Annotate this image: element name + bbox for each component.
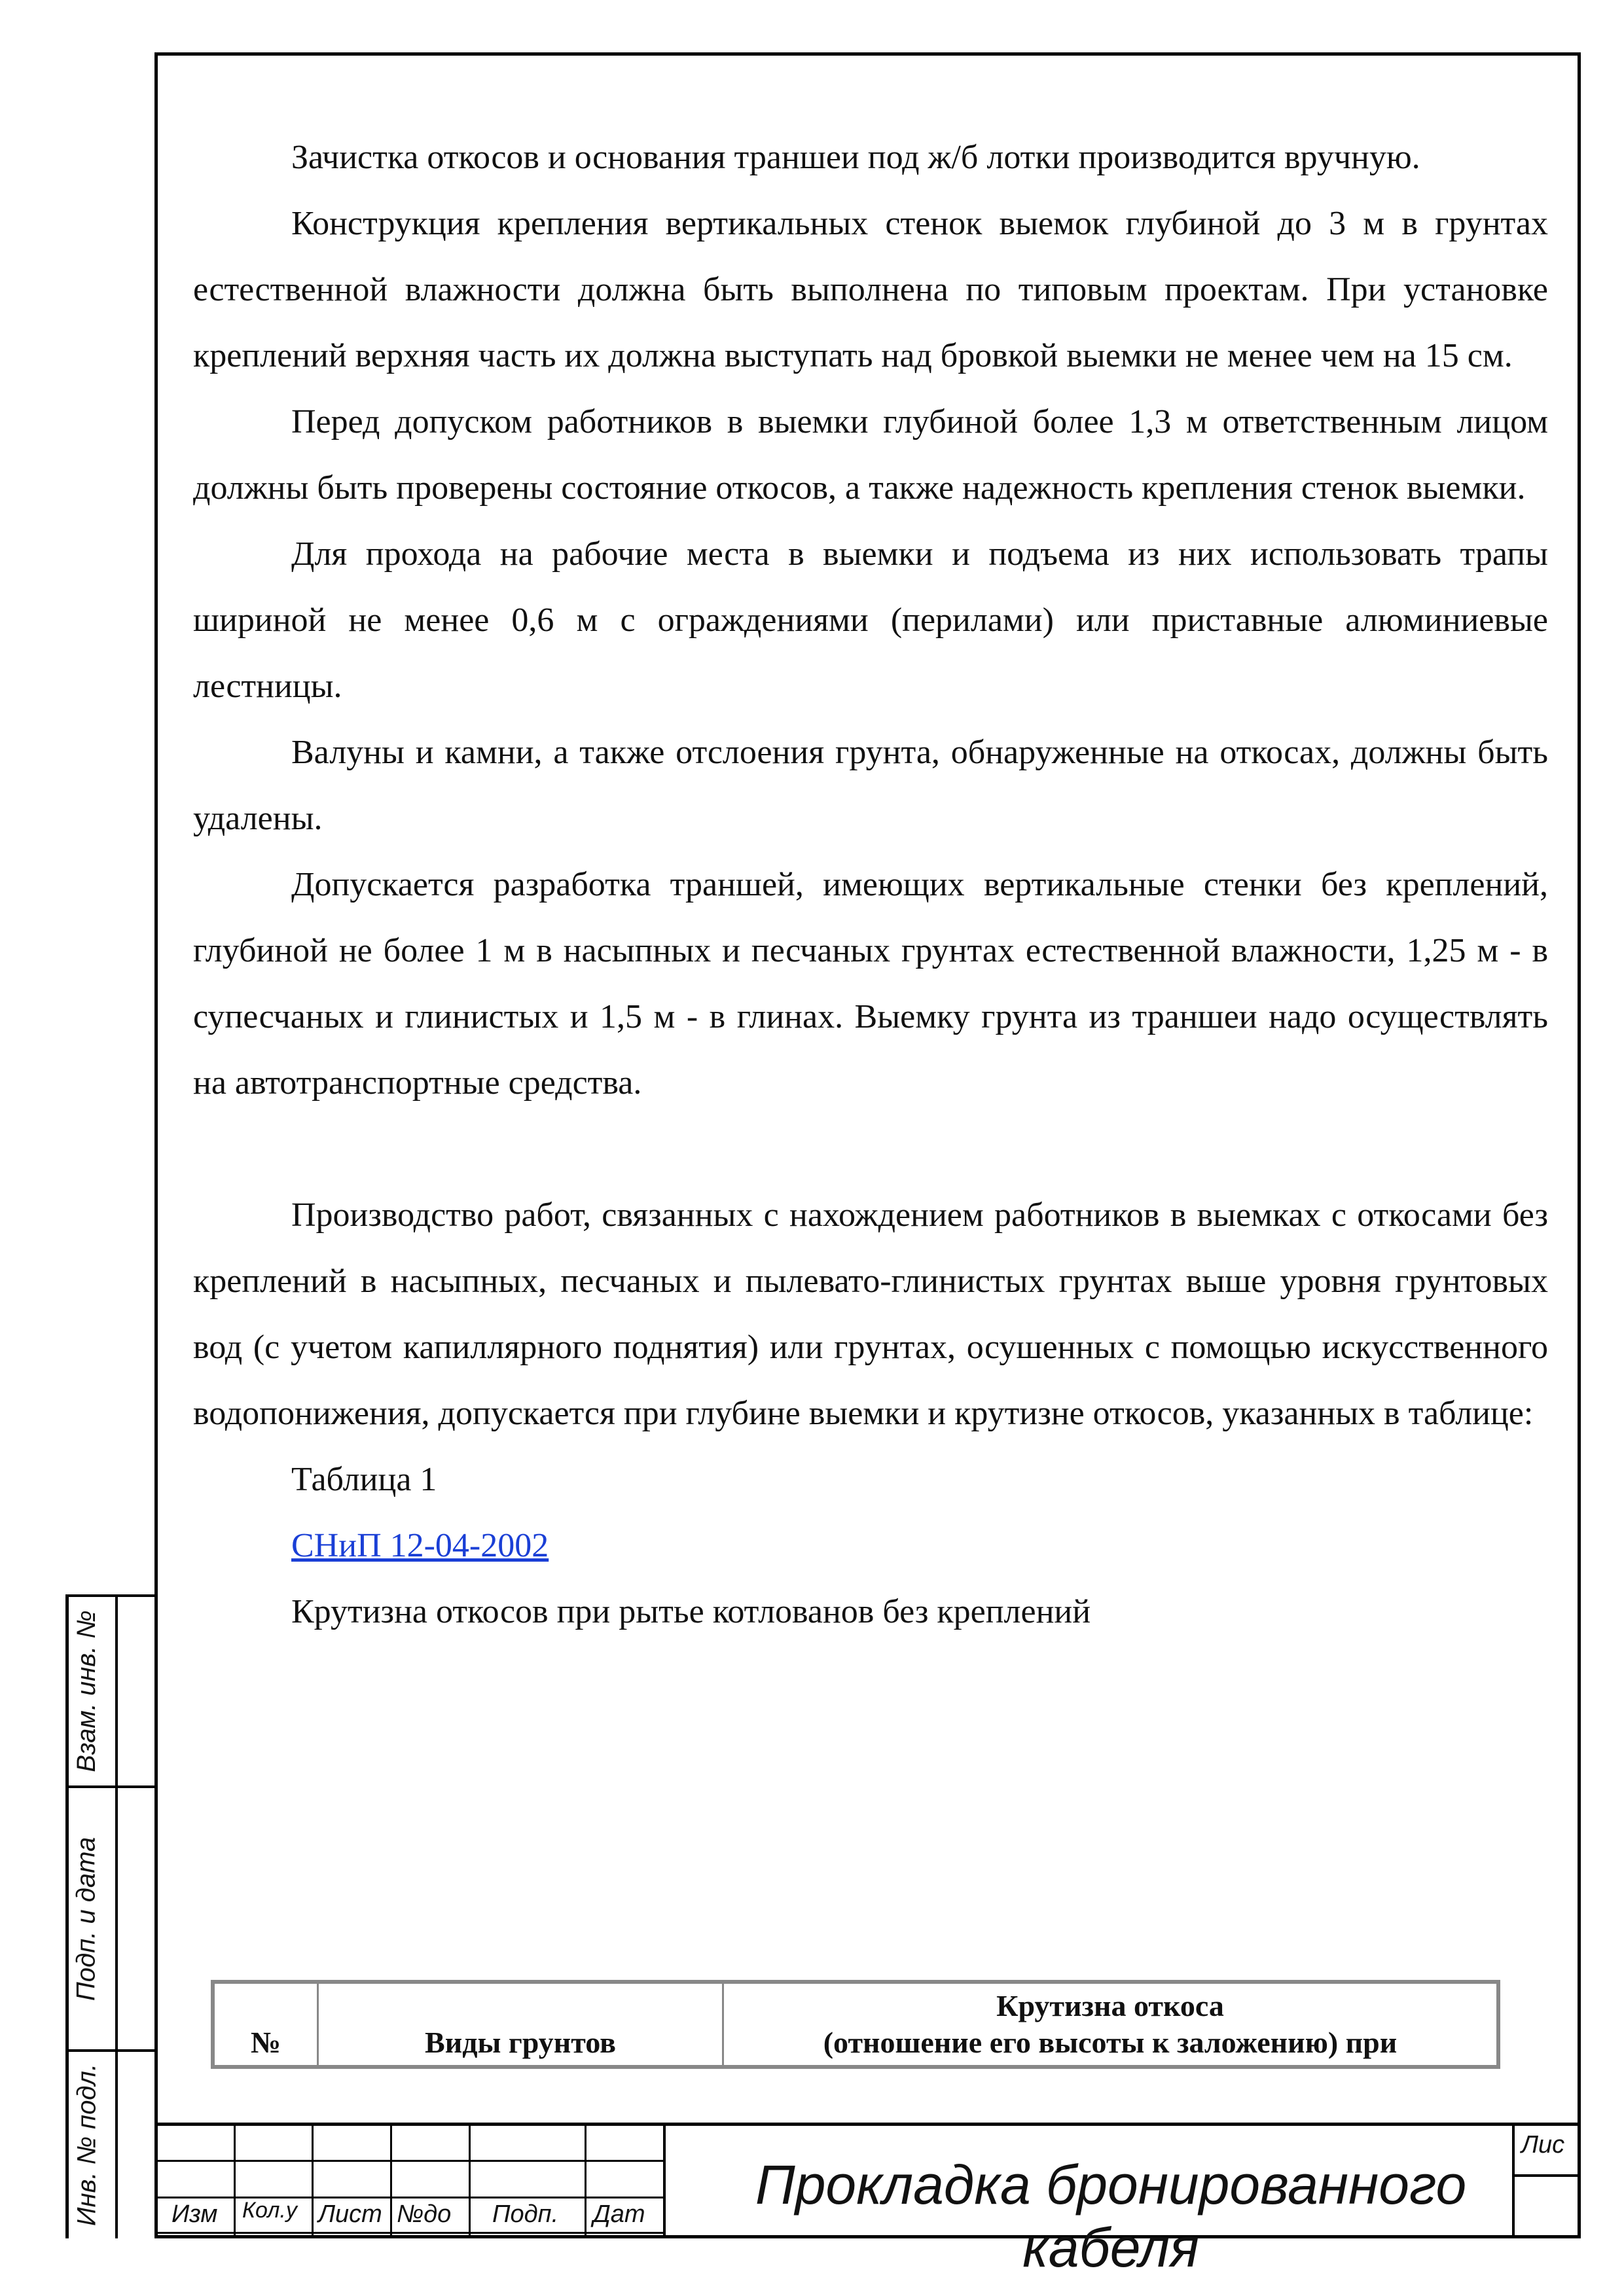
stamp-data: Дат bbox=[593, 2200, 645, 2228]
title-block-row bbox=[1512, 2174, 1581, 2177]
document-body bbox=[193, 124, 1548, 1645]
stamp-podp: Подп. bbox=[492, 2200, 559, 2228]
title-block-row bbox=[154, 2160, 665, 2162]
stamp-izm: Изм bbox=[171, 2200, 218, 2228]
side-stamp-podp: Подп. и дата bbox=[71, 1837, 101, 2001]
header-soil: Виды грунтов bbox=[318, 1982, 723, 2067]
paragraph: Перед допуском работников в выемки глубиной более 1,3 м ответственным лицом должны быть проверены состояние откосов, а также надежность крепления стенок выемки. bbox=[193, 403, 1548, 507]
paragraph: Допускается разработка траншей, имеющих вертикальные стенки без креплений, глубиной не более 1 м в насыпных и песчаных грунтах естественной влажности, 1,25 м - в супесчаных и глинистых и 1,5 м - в глинах. Выемку грунта из траншеи надо осуществлять на автотранспортные средства. bbox=[193, 866, 1548, 1102]
title-block-row bbox=[154, 2232, 665, 2234]
paragraph: Зачистка откосов и основания траншеи под ж/б лотки производится вручную. bbox=[291, 139, 1420, 176]
table-label: Таблица 1 bbox=[291, 1461, 437, 1498]
side-stamp-inv: Инв. № подл. bbox=[72, 2063, 101, 2227]
stamp-sheet-label: Лис bbox=[1521, 2131, 1565, 2159]
paragraph: Для прохода на рабочие места в выемки и подъема из них использовать трапы шириной не менее 0,6 м с ограждениями (перилами) или приставные алюминиевые лестницы. bbox=[193, 535, 1548, 705]
title-block-col bbox=[234, 2123, 236, 2238]
table-header-row bbox=[213, 1982, 1498, 2067]
table-caption: Крутизна откосов при рытье котлованов без креплений bbox=[291, 1593, 1091, 1630]
norm-link[interactable]: СНиП 12-04-2002 bbox=[291, 1527, 549, 1564]
header-slope-line2: (отношение его высоты к заложению) при bbox=[823, 2026, 1398, 2059]
title-clip bbox=[666, 2126, 1512, 2278]
document-title: Прокладка бронированного кабеля bbox=[755, 2154, 1467, 2278]
slope-table bbox=[211, 1980, 1500, 2069]
paragraph: Производство работ, связанных с нахождением работников в выемках с откосами без креплений в насыпных, песчаных и пылевато-глинистых грунтах выше уровня грунтовых вод (с учетом капиллярного поднятия) или грунтах, осушенных с помощью искусственного водопонижения, допускается при глубине выемки и крутизне откосов, указанных в таблице: bbox=[193, 1196, 1548, 1432]
paragraph: Конструкция крепления вертикальных стенок выемок глубиной до 3 м в грунтах естественной влажности должна быть выполнена по типовым проектам. При установке креплений верхняя часть их должна выступать над бровкой выемки не менее чем на 15 см. bbox=[193, 205, 1548, 374]
stamp-list: Лист bbox=[318, 2200, 382, 2228]
side-stamp-divider bbox=[115, 1594, 118, 2238]
header-slope-line1: Крутизна откоса bbox=[996, 1989, 1224, 2022]
paragraph: Валуны и камни, а также отслоения грунта, обнаруженные на откосах, должны быть удалены. bbox=[193, 734, 1548, 837]
stamp-ndok: №до bbox=[397, 2200, 452, 2228]
side-stamp-vzam: Взам. инв. № bbox=[72, 1610, 101, 1772]
title-block-col bbox=[469, 2123, 471, 2238]
header-no: № bbox=[213, 1982, 318, 2067]
title-block-col bbox=[585, 2123, 586, 2238]
stamp-kol: Кол.у bbox=[242, 2198, 297, 2223]
header-slope bbox=[723, 1982, 1499, 2067]
title-block-col bbox=[1512, 2123, 1515, 2238]
title-block-row bbox=[154, 2197, 665, 2198]
title-block-col bbox=[390, 2123, 392, 2238]
title-block-col bbox=[312, 2123, 314, 2238]
